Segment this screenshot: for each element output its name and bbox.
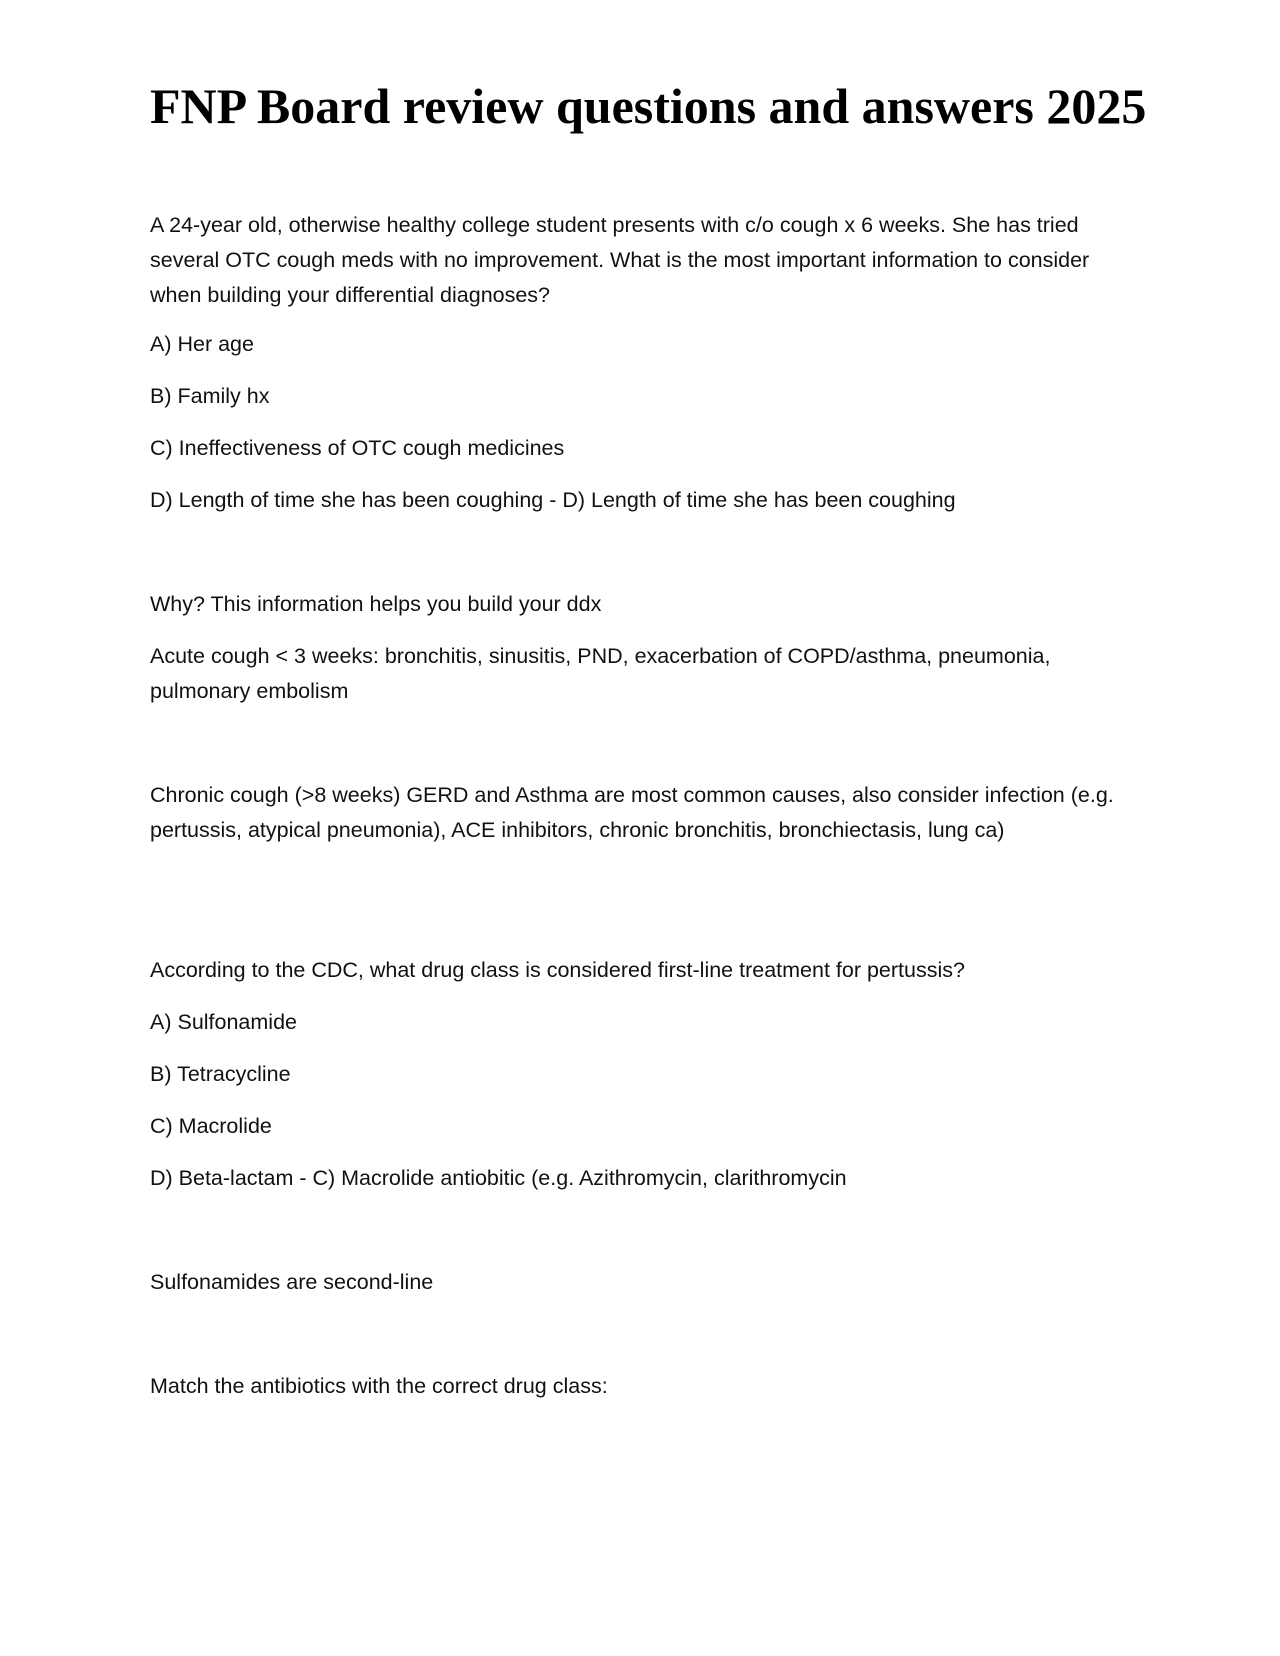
- question-2-stem: According to the CDC, what drug class is considered first-line treatment for pertussis?: [150, 958, 965, 982]
- acute-cough-note: Acute cough < 3 weeks: bronchitis, sinusitis, PND, exacerbation of COPD/asthma, pneumonia, pulmonary embolism: [150, 644, 1051, 703]
- chronic-cough-note: Chronic cough (>8 weeks) GERD and Asthma are most common causes, also consider infection (e.g. pertussis, atypical pneumonia), ACE inhibitors, chronic bronchitis, bronchiectasis, lung ca): [150, 783, 1114, 842]
- question-2-option-d-answer: D) Beta-lactam - C) Macrolide antiobitic (e.g. Azithromycin, clarithromycin: [150, 1166, 847, 1190]
- document-title: FNP Board review questions and answers 2025: [150, 78, 1147, 134]
- question-1-option-a: A) Her age: [150, 332, 254, 356]
- question-2-option-a: A) Sulfonamide: [150, 1010, 297, 1034]
- question-2-note: Sulfonamides are second-line: [150, 1270, 434, 1294]
- question-1-stem: A 24-year old, otherwise healthy college student presents with c/o cough x 6 weeks. She has tried several OTC cough meds with no improvement. What is the most important information to consider when building your differential diagnoses?: [150, 213, 1090, 307]
- question-1-option-d-answer: D) Length of time she has been coughing - D) Length of time she has been coughing: [150, 488, 956, 512]
- question-1-option-b: B) Family hx: [150, 384, 270, 408]
- question-2-option-c: C) Macrolide: [150, 1114, 272, 1138]
- question-1-option-c: C) Ineffectiveness of OTC cough medicines: [150, 436, 565, 460]
- question-1-rationale: Why? This information helps you build your ddx: [150, 592, 602, 616]
- question-3-stem: Match the antibiotics with the correct drug class:: [150, 1374, 608, 1398]
- question-2-option-b: B) Tetracycline: [150, 1062, 291, 1086]
